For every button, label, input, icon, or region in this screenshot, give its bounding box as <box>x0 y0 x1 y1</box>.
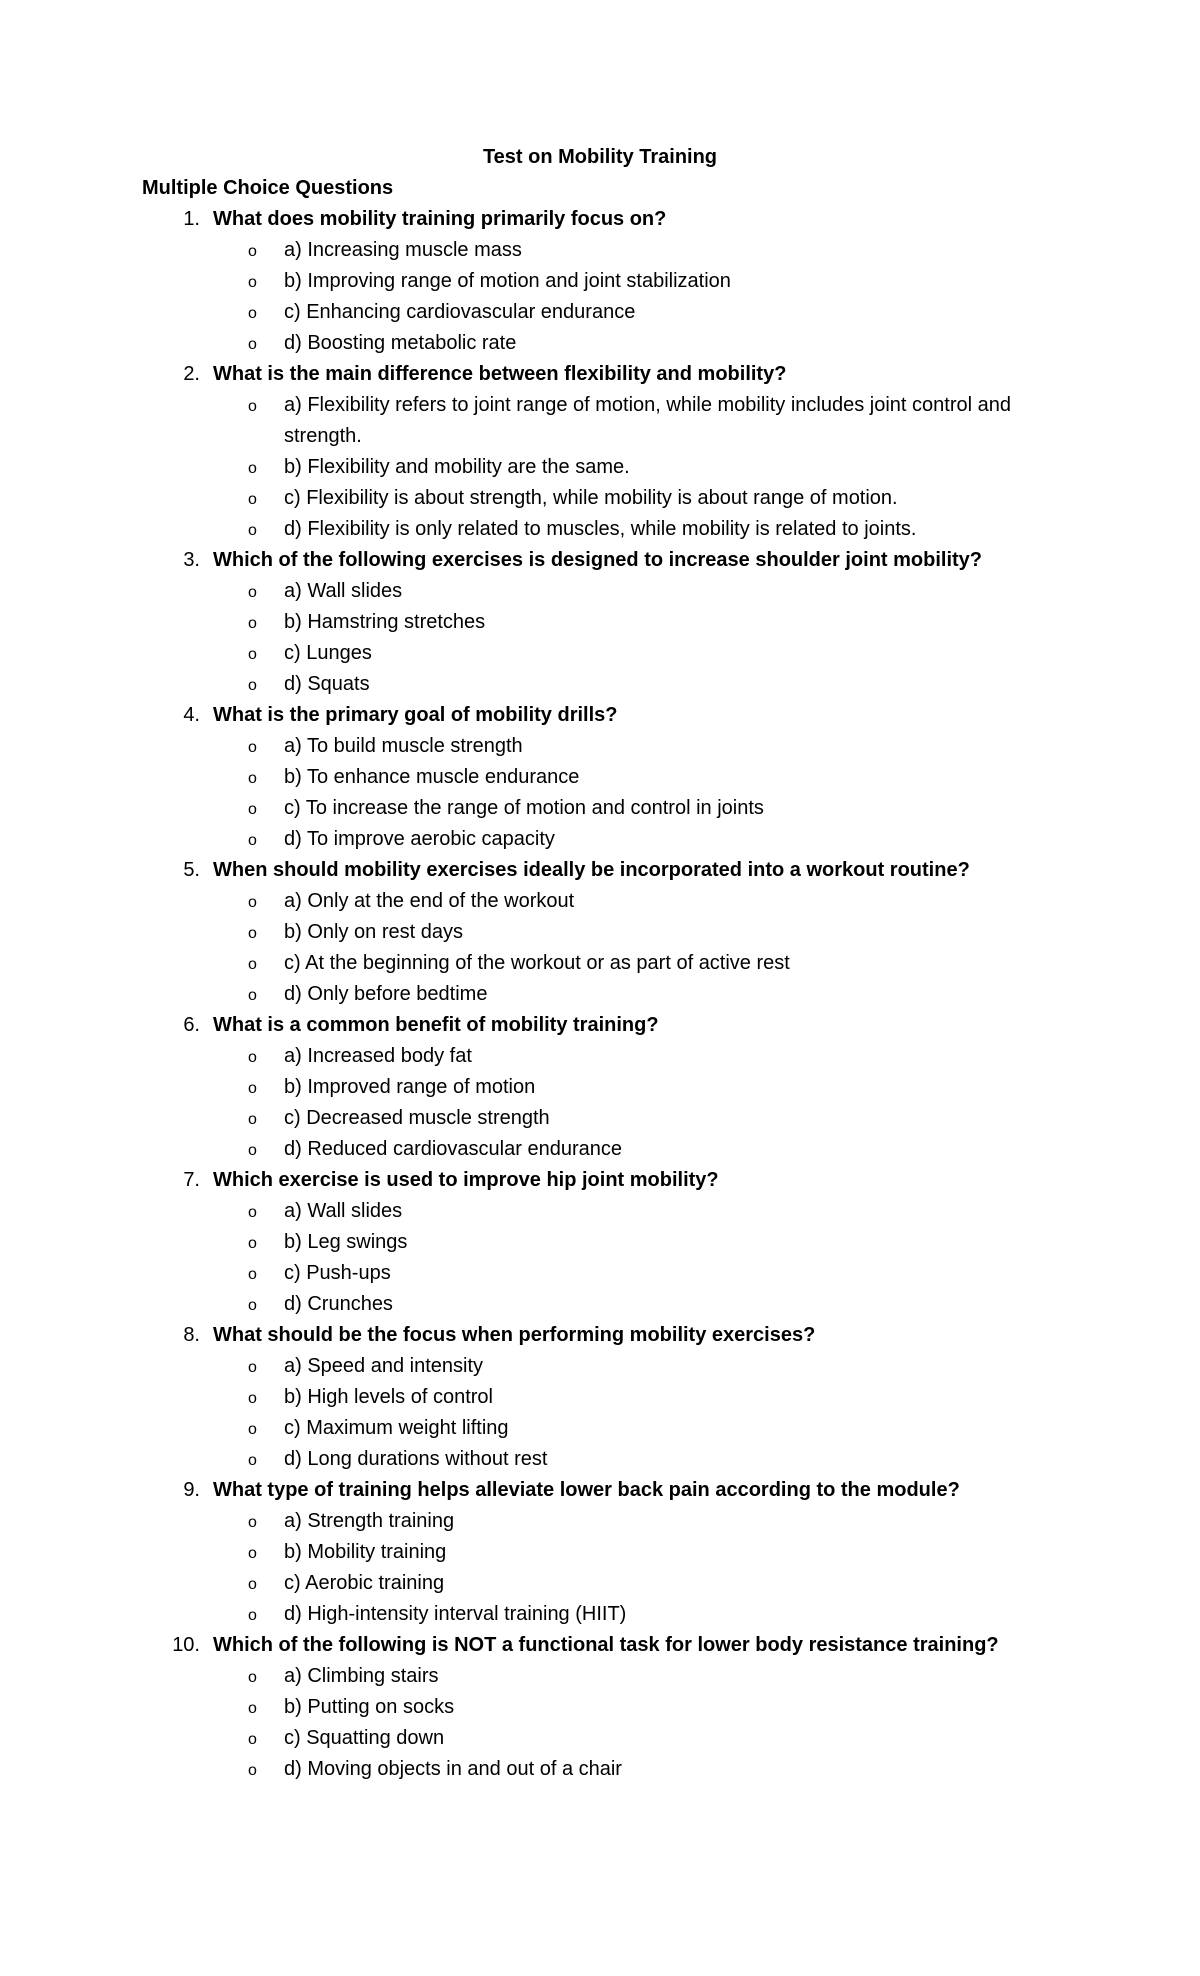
answer-option-text: a) Speed and intensity <box>284 1355 484 1377</box>
hollow-circle-bullet-icon: o <box>248 460 257 477</box>
option-list <box>0 1041 1200 1165</box>
answer-option-text: a) Only at the end of the workout <box>284 890 575 912</box>
hollow-circle-bullet-icon: o <box>248 1669 257 1686</box>
hollow-circle-bullet-icon: o <box>248 1359 257 1376</box>
answer-option <box>0 886 1200 917</box>
answer-option <box>0 731 1200 762</box>
answer-option-text: c) To increase the range of motion and control in joints <box>284 797 764 819</box>
question-text: Which of the following is NOT a functional task for lower body resistance training? <box>213 1634 999 1656</box>
question-line <box>0 855 1200 886</box>
hollow-circle-bullet-icon: o <box>248 1049 257 1066</box>
answer-option <box>0 1227 1200 1258</box>
answer-option <box>0 1723 1200 1754</box>
hollow-circle-bullet-icon: o <box>248 1235 257 1252</box>
question-item <box>0 700 1200 855</box>
question-item <box>0 1010 1200 1165</box>
answer-option-text: a) Increasing muscle mass <box>284 239 522 261</box>
answer-option-text: d) Moving objects in and out of a chair <box>284 1758 622 1780</box>
answer-option <box>0 1072 1200 1103</box>
answer-option <box>0 1506 1200 1537</box>
answer-option <box>0 762 1200 793</box>
hollow-circle-bullet-icon: o <box>248 770 257 787</box>
answer-option <box>0 514 1200 545</box>
hollow-circle-bullet-icon: o <box>248 243 257 260</box>
question-line <box>0 1010 1200 1041</box>
question-text: Which of the following exercises is designed to increase shoulder joint mobility? <box>213 549 983 571</box>
answer-option <box>0 452 1200 483</box>
answer-option <box>0 576 1200 607</box>
question-number: 7. <box>183 1169 200 1191</box>
answer-option <box>0 1754 1200 1785</box>
answer-option <box>0 979 1200 1010</box>
question-number: 4. <box>183 704 200 726</box>
hollow-circle-bullet-icon: o <box>248 615 257 632</box>
hollow-circle-bullet-icon: o <box>248 305 257 322</box>
answer-option-text: d) To improve aerobic capacity <box>284 828 555 850</box>
answer-option-text: a) To build muscle strength <box>284 735 523 757</box>
question-line <box>0 1630 1200 1661</box>
answer-option <box>0 1444 1200 1475</box>
hollow-circle-bullet-icon: o <box>248 1452 257 1469</box>
answer-option-text: b) Flexibility and mobility are the same. <box>284 456 630 478</box>
answer-option <box>0 1258 1200 1289</box>
hollow-circle-bullet-icon: o <box>248 1204 257 1221</box>
answer-option-text: d) Only before bedtime <box>284 983 488 1005</box>
answer-option-text: c) Push-ups <box>284 1262 391 1284</box>
option-list <box>0 235 1200 359</box>
answer-option <box>0 483 1200 514</box>
hollow-circle-bullet-icon: o <box>248 894 257 911</box>
answer-option-text: a) Wall slides <box>284 580 403 602</box>
hollow-circle-bullet-icon: o <box>248 274 257 291</box>
answer-option-text: c) At the beginning of the workout or as part of active rest <box>284 952 790 974</box>
answer-option-text: b) Only on rest days <box>284 921 463 943</box>
hollow-circle-bullet-icon: o <box>248 832 257 849</box>
answer-option <box>0 1568 1200 1599</box>
hollow-circle-bullet-icon: o <box>248 1700 257 1717</box>
hollow-circle-bullet-icon: o <box>248 956 257 973</box>
question-item <box>0 1630 1200 1785</box>
option-list <box>0 1506 1200 1630</box>
question-text: What should be the focus when performing mobility exercises? <box>213 1324 816 1346</box>
answer-option-text: d) High-intensity interval training (HIIT) <box>284 1603 627 1625</box>
question-line <box>0 545 1200 576</box>
hollow-circle-bullet-icon: o <box>248 1297 257 1314</box>
answer-option-text: a) Strength training <box>284 1510 455 1532</box>
question-line <box>0 359 1200 390</box>
answer-option-text: b) Improving range of motion and joint stabilization <box>284 270 731 292</box>
answer-option <box>0 1351 1200 1382</box>
answer-option-text: a) Climbing stairs <box>284 1665 439 1687</box>
answer-option <box>0 1041 1200 1072</box>
hollow-circle-bullet-icon: o <box>248 1545 257 1562</box>
answer-option-text: c) Squatting down <box>284 1727 445 1749</box>
question-number: 2. <box>183 363 200 385</box>
question-number: 1. <box>183 208 200 230</box>
hollow-circle-bullet-icon: o <box>248 336 257 353</box>
question-text: What is the primary goal of mobility drills? <box>213 704 618 726</box>
answer-option <box>0 1196 1200 1227</box>
option-list <box>0 886 1200 1010</box>
answer-option-text: d) Squats <box>284 673 370 695</box>
answer-option <box>0 1599 1200 1630</box>
hollow-circle-bullet-icon: o <box>248 925 257 942</box>
answer-option <box>0 1382 1200 1413</box>
option-list <box>0 1351 1200 1475</box>
hollow-circle-bullet-icon: o <box>248 677 257 694</box>
answer-option <box>0 266 1200 297</box>
hollow-circle-bullet-icon: o <box>248 1266 257 1283</box>
question-number: 3. <box>183 549 200 571</box>
question-item <box>0 1165 1200 1320</box>
question-line <box>0 1320 1200 1351</box>
answer-option <box>0 1537 1200 1568</box>
hollow-circle-bullet-icon: o <box>248 1111 257 1128</box>
hollow-circle-bullet-icon: o <box>248 1421 257 1438</box>
question-line <box>0 1165 1200 1196</box>
answer-option <box>0 390 1200 452</box>
question-number: 8. <box>183 1324 200 1346</box>
question-line <box>0 204 1200 235</box>
answer-option <box>0 1413 1200 1444</box>
answer-option-text: c) Decreased muscle strength <box>284 1107 550 1129</box>
answer-option-text: a) Flexibility refers to joint range of motion, while mobility includes joint control and strength. <box>284 394 1012 447</box>
question-item <box>0 545 1200 700</box>
answer-option <box>0 297 1200 328</box>
answer-option <box>0 1289 1200 1320</box>
hollow-circle-bullet-icon: o <box>248 739 257 756</box>
hollow-circle-bullet-icon: o <box>248 801 257 818</box>
answer-option-text: d) Flexibility is only related to muscles, while mobility is related to joints. <box>284 518 917 540</box>
hollow-circle-bullet-icon: o <box>248 1390 257 1407</box>
question-number: 10. <box>172 1634 200 1656</box>
question-number: 6. <box>183 1014 200 1036</box>
question-line <box>0 1475 1200 1506</box>
answer-option <box>0 1103 1200 1134</box>
answer-option <box>0 235 1200 266</box>
option-list <box>0 576 1200 700</box>
answer-option <box>0 1692 1200 1723</box>
answer-option-text: b) Mobility training <box>284 1541 447 1563</box>
answer-option-text: d) Crunches <box>284 1293 393 1315</box>
question-text: What type of training helps alleviate lower back pain according to the module? <box>213 1479 960 1501</box>
hollow-circle-bullet-icon: o <box>248 584 257 601</box>
answer-option-text: d) Boosting metabolic rate <box>284 332 517 354</box>
answer-option-text: b) Putting on socks <box>284 1696 455 1718</box>
hollow-circle-bullet-icon: o <box>248 1607 257 1624</box>
answer-option <box>0 917 1200 948</box>
section-heading: Multiple Choice Questions <box>142 177 394 199</box>
hollow-circle-bullet-icon: o <box>248 987 257 1004</box>
answer-option-text: c) Aerobic training <box>284 1572 445 1594</box>
option-list <box>0 1661 1200 1785</box>
question-text: Which exercise is used to improve hip joint mobility? <box>213 1169 719 1191</box>
question-list <box>0 204 1200 1785</box>
question-text: What is a common benefit of mobility training? <box>213 1014 659 1036</box>
hollow-circle-bullet-icon: o <box>248 522 257 539</box>
hollow-circle-bullet-icon: o <box>248 1514 257 1531</box>
question-item <box>0 1320 1200 1475</box>
question-number: 9. <box>183 1479 200 1501</box>
hollow-circle-bullet-icon: o <box>248 398 257 415</box>
answer-option-text: b) Improved range of motion <box>284 1076 536 1098</box>
answer-option-text: b) To enhance muscle endurance <box>284 766 580 788</box>
answer-option <box>0 607 1200 638</box>
answer-option-text: c) Flexibility is about strength, while mobility is about range of motion. <box>284 487 898 509</box>
question-item <box>0 1475 1200 1630</box>
answer-option-text: b) Leg swings <box>284 1231 408 1253</box>
hollow-circle-bullet-icon: o <box>248 1731 257 1748</box>
answer-option-text: b) High levels of control <box>284 1386 493 1408</box>
answer-option-text: a) Increased body fat <box>284 1045 472 1067</box>
hollow-circle-bullet-icon: o <box>248 1576 257 1593</box>
answer-option <box>0 638 1200 669</box>
answer-option <box>0 1661 1200 1692</box>
hollow-circle-bullet-icon: o <box>248 646 257 663</box>
answer-option <box>0 669 1200 700</box>
hollow-circle-bullet-icon: o <box>248 1762 257 1779</box>
question-text: What is the main difference between flexibility and mobility? <box>213 363 787 385</box>
question-text: When should mobility exercises ideally be incorporated into a workout routine? <box>213 859 970 881</box>
question-item <box>0 204 1200 359</box>
answer-option-text: a) Wall slides <box>284 1200 403 1222</box>
hollow-circle-bullet-icon: o <box>248 1142 257 1159</box>
hollow-circle-bullet-icon: o <box>248 1080 257 1097</box>
question-item <box>0 359 1200 545</box>
hollow-circle-bullet-icon: o <box>248 491 257 508</box>
answer-option <box>0 824 1200 855</box>
answer-option <box>0 1134 1200 1165</box>
answer-option <box>0 793 1200 824</box>
answer-option-text: c) Maximum weight lifting <box>284 1417 509 1439</box>
question-item <box>0 855 1200 1010</box>
question-number: 5. <box>183 859 200 881</box>
answer-option <box>0 328 1200 359</box>
answer-option <box>0 948 1200 979</box>
answer-option-text: c) Lunges <box>284 642 372 664</box>
question-line <box>0 700 1200 731</box>
document-title: Test on Mobility Training <box>482 146 718 168</box>
answer-option-text: d) Reduced cardiovascular endurance <box>284 1138 622 1160</box>
option-list <box>0 731 1200 855</box>
option-list <box>0 390 1200 545</box>
answer-option-text: d) Long durations without rest <box>284 1448 548 1470</box>
option-list <box>0 1196 1200 1320</box>
answer-option-text: c) Enhancing cardiovascular endurance <box>284 301 636 323</box>
question-text: What does mobility training primarily focus on? <box>213 208 667 230</box>
answer-option-text: b) Hamstring stretches <box>284 611 486 633</box>
